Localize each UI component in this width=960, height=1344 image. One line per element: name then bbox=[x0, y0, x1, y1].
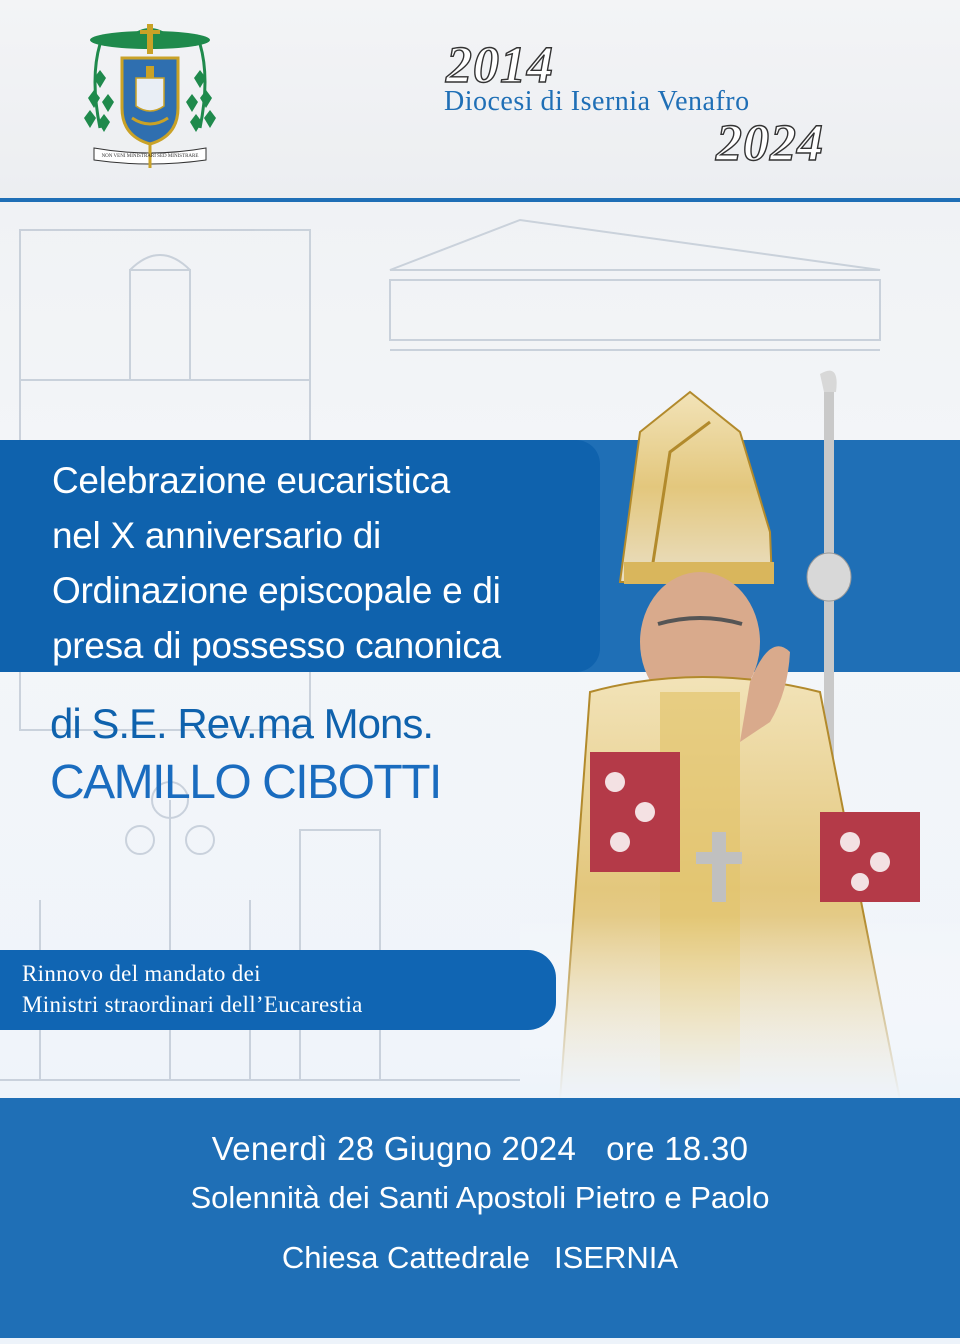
coat-of-arms-icon bbox=[80, 18, 220, 168]
rinnovo-text bbox=[22, 958, 363, 1020]
diocese-name: Diocesi di Isernia Venafro bbox=[444, 86, 750, 117]
motto-text: NON VENI MINISTRARI SED MINISTRARE bbox=[101, 154, 199, 159]
city-name: ISERNIA bbox=[554, 1240, 679, 1275]
rinnovo-line: Ministri straordinari dell’Eucarestia bbox=[22, 992, 363, 1017]
bishop-name: CAMILLO CIBOTTI bbox=[50, 756, 441, 809]
rinnovo-line: Rinnovo del mandato dei bbox=[22, 961, 261, 986]
title-line: Ordinazione episcopale e di bbox=[52, 570, 501, 611]
solemnity-text: Solennità dei Santi Apostoli Pietro e Paolo bbox=[190, 1180, 770, 1215]
event-title bbox=[52, 453, 592, 673]
year-end: 2024 bbox=[716, 115, 824, 172]
event-datetime bbox=[0, 1130, 960, 1168]
title-line: presa di possesso canonica bbox=[52, 625, 501, 666]
title-line: nel X anniversario di bbox=[52, 515, 381, 556]
title-line: Celebrazione eucaristica bbox=[52, 460, 450, 501]
event-time: ore 18.30 bbox=[606, 1130, 749, 1167]
event-date: Venerdì 28 Giugno 2024 bbox=[211, 1130, 577, 1167]
year-start: 2014 bbox=[446, 37, 554, 94]
bishop-portrait-image bbox=[520, 362, 960, 1100]
bishop-honorific: di S.E. Rev.ma Mons. bbox=[50, 700, 434, 747]
church-name: Chiesa Cattedrale bbox=[281, 1240, 531, 1275]
event-place bbox=[0, 1240, 960, 1276]
